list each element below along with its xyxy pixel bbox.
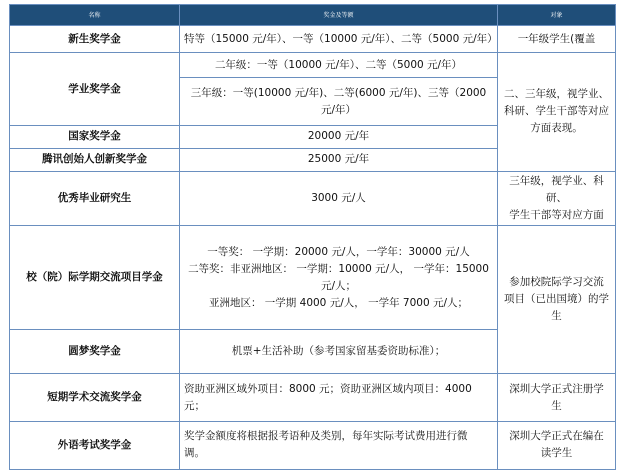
target-shared-line-3: 方面表现。 xyxy=(530,122,583,135)
target-shared xyxy=(498,53,616,172)
amount-youxiu: 3000 元/人 xyxy=(180,171,498,225)
target-jiaoliu-line-2: 项目（已出国境）的学 xyxy=(504,293,609,306)
target-youxiu-line-1: 三年级，视学业、科研、 xyxy=(509,174,604,204)
target-waiyu-line-1: 深圳大学正式在编在 xyxy=(509,430,604,443)
name-youxiu: 优秀毕业研究生 xyxy=(10,171,180,225)
target-duanqi-line-1: 深圳大学正式注册学 xyxy=(509,382,604,395)
name-guojia: 国家奖学金 xyxy=(10,126,180,149)
header-target: 对象 xyxy=(498,5,616,26)
target-shared-line-1: 二、三年级，视学业、 xyxy=(504,88,609,101)
target-shared-line-2: 科研、学生干部等对应 xyxy=(504,105,609,118)
target-duanqi xyxy=(498,374,616,422)
target-duanqi-line-2: 生 xyxy=(551,399,562,412)
amount-tengxun: 25000 元/年 xyxy=(180,148,498,171)
name-duanqi: 短期学术交流奖学金 xyxy=(10,374,180,422)
name-tengxun: 腾讯创始人创新奖学金 xyxy=(10,148,180,171)
header-name: 名称 xyxy=(10,5,180,26)
amount-jiaoliu xyxy=(180,226,498,330)
amount-jiaoliu-line-2: 二等奖：非亚洲地区： 一学期：10000 元/人， 一学年：15000 xyxy=(188,262,489,275)
amount-waiyu-line-2: 调。 xyxy=(184,447,205,460)
target-jiaoliu xyxy=(498,226,616,374)
amount-waiyu xyxy=(180,421,498,469)
row-xueye-grade2 xyxy=(10,53,616,78)
amount-jiaoliu-line-1: 一等奖： 一学期：20000 元/人，一学年：30000 元/人 xyxy=(207,245,470,258)
target-waiyu xyxy=(498,421,616,469)
amount-xueye-grade2: 二年级：一等（10000 元/年）、二等（5000 元/年） xyxy=(180,53,498,78)
header-row xyxy=(10,5,616,26)
amount-duanqi-line-2: 元； xyxy=(184,399,205,412)
row-duanqi xyxy=(10,374,616,422)
target-youxiu-line-2: 学生干部等对应方面 xyxy=(509,208,604,221)
amount-guojia: 20000 元/年 xyxy=(180,126,498,149)
scholarship-table xyxy=(9,4,616,470)
target-jiaoliu-line-1: 参加校院际学习交流 xyxy=(509,276,604,289)
amount-waiyu-line-1: 奖学金额度将根据报考语种及类别，每年实际考试费用进行微 xyxy=(184,430,468,443)
target-youxiu xyxy=(498,171,616,225)
name-waiyu: 外语考试奖学金 xyxy=(10,421,180,469)
header-amount: 奖金及等额 xyxy=(180,5,498,26)
amount-duanqi xyxy=(180,374,498,422)
amount-xueye-grade3-line-1: 三年级：一等(10000 元/年)、二等(6000 元/年)、三等（2000 xyxy=(190,86,487,99)
amount-jiaoliu-line-3: 元/人； xyxy=(320,279,357,292)
amount-duanqi-line-1: 资助亚洲区域外项目：8000 元；资助亚洲区域内项目：4000 xyxy=(184,382,472,395)
row-xinsheng xyxy=(10,26,616,53)
name-yuanmeng: 圆梦奖学金 xyxy=(10,330,180,374)
row-waiyu xyxy=(10,421,616,469)
amount-yuanmeng: 机票+生活补助（参考国家留基委资助标准）； xyxy=(180,330,498,374)
target-xinsheng: 一年级学生(覆盖 xyxy=(498,26,616,53)
amount-xueye-grade3 xyxy=(180,78,498,126)
name-xueye: 学业奖学金 xyxy=(10,53,180,126)
row-youxiu xyxy=(10,171,616,225)
name-jiaoliu: 校（院）际学期交流项目学金 xyxy=(10,226,180,330)
amount-xinsheng: 特等（15000 元/年）、一等（10000 元/年）、二等（5000 元/年） xyxy=(180,26,498,53)
amount-xueye-grade3-line-2: 元/年） xyxy=(320,103,357,116)
name-xinsheng: 新生奖学金 xyxy=(10,26,180,53)
target-waiyu-line-2: 读学生 xyxy=(540,447,573,460)
row-jiaoliu xyxy=(10,226,616,330)
target-jiaoliu-line-3: 生 xyxy=(551,310,562,323)
amount-jiaoliu-line-4: 亚洲地区： 一学期 4000 元/人， 一学年 7000 元/人； xyxy=(208,296,469,309)
